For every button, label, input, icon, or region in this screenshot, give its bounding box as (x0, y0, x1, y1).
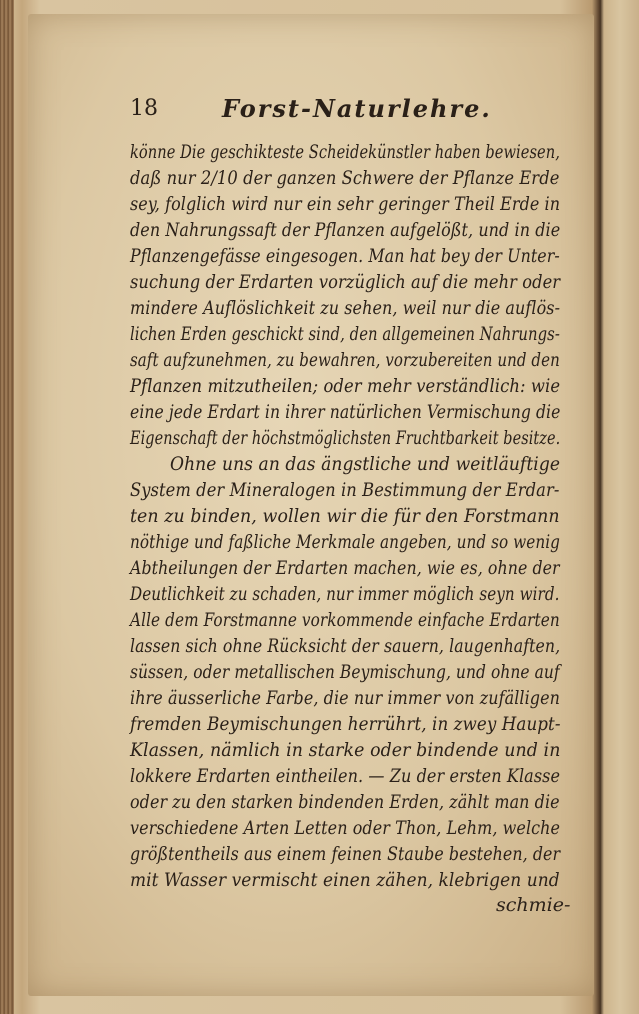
text-line: lichen Erden geschickt sind, den allgemeinen Nahrungs- (130, 323, 560, 345)
text-line: Pflanzen mitzutheilen; oder mehr verständlich: wie (130, 375, 561, 397)
text-line: Deutlichkeit zu schaden, nur immer möglich seyn wird. (130, 583, 560, 605)
text-line: mindere Auflöslichkeit zu sehen, weil nur die auflös- (130, 297, 561, 319)
page-number: 18 (130, 96, 158, 121)
text-line: mit Wasser vermischt einen zähen, klebrigen und (130, 869, 560, 891)
text-line: Abtheilungen der Erdarten machen, wie es, ohne der (130, 557, 560, 579)
text-line: lokkere Erdarten eintheilen. — Zu der ersten Klasse (130, 765, 561, 787)
next-page-edge (600, 0, 639, 1014)
catchword: schmie- (496, 894, 571, 916)
running-head: Forst-Naturlehre. (222, 94, 492, 123)
text-line: größtentheils aus einem feinen Staube bestehen, der (130, 843, 561, 865)
text-line: eine jede Erdart in ihrer natürlichen Vermischung die (130, 401, 561, 423)
text-line: fremden Beymischungen herrührt, in zwey Haupt- (130, 713, 561, 735)
text-line: Alle dem Forstmanne vorkommende einfache Erdarten (130, 609, 560, 631)
text-line: Klassen, nämlich in starke oder bindende und in (130, 739, 561, 761)
text-line: System der Mineralogen in Bestimmung der Erdar- (130, 479, 560, 501)
text-line: Ohne uns an das ängstliche und weitläuftige (170, 453, 561, 475)
text-line: verschiedene Arten Letten oder Thon, Lehm, welche (130, 817, 561, 839)
text-line: ten zu binden, wollen wir die für den Forstmann (130, 505, 560, 527)
text-line: suchung der Erdarten vorzüglich auf die mehr oder (130, 271, 561, 293)
text-line: süssen, oder metallischen Beymischung, und ohne auf (130, 661, 560, 683)
text-line: könne Die geschikteste Scheidekünstler haben bewiesen, (130, 141, 560, 163)
text-line: daß nur 2/10 der ganzen Schwere der Pflanze Erde (130, 167, 560, 189)
text-line: lassen sich ohne Rücksicht der sauern, laugenhaften, (130, 635, 561, 657)
text-line: ihre äusserliche Farbe, die nur immer von zufälligen (130, 687, 561, 709)
text-line: Eigenschaft der höchstmöglichsten Fruchtbarkeit besitze. (130, 427, 561, 449)
text-line: Pflanzengefässe eingesogen. Man hat bey der Unter- (130, 245, 560, 267)
text-line: den Nahrungssaft der Pflanzen aufgelößt, und in die (130, 219, 561, 241)
text-line: oder zu den starken bindenden Erden, zählt man die (130, 791, 560, 813)
text-line: nöthige und faßliche Merkmale angeben, und so wenig (130, 531, 560, 553)
text-line: saft aufzunehmen, zu bewahren, vorzubereiten und den (130, 349, 560, 371)
text-line: sey, folglich wird nur ein sehr geringer Theil Erde in (130, 193, 561, 215)
page-edges-left (0, 0, 14, 1014)
